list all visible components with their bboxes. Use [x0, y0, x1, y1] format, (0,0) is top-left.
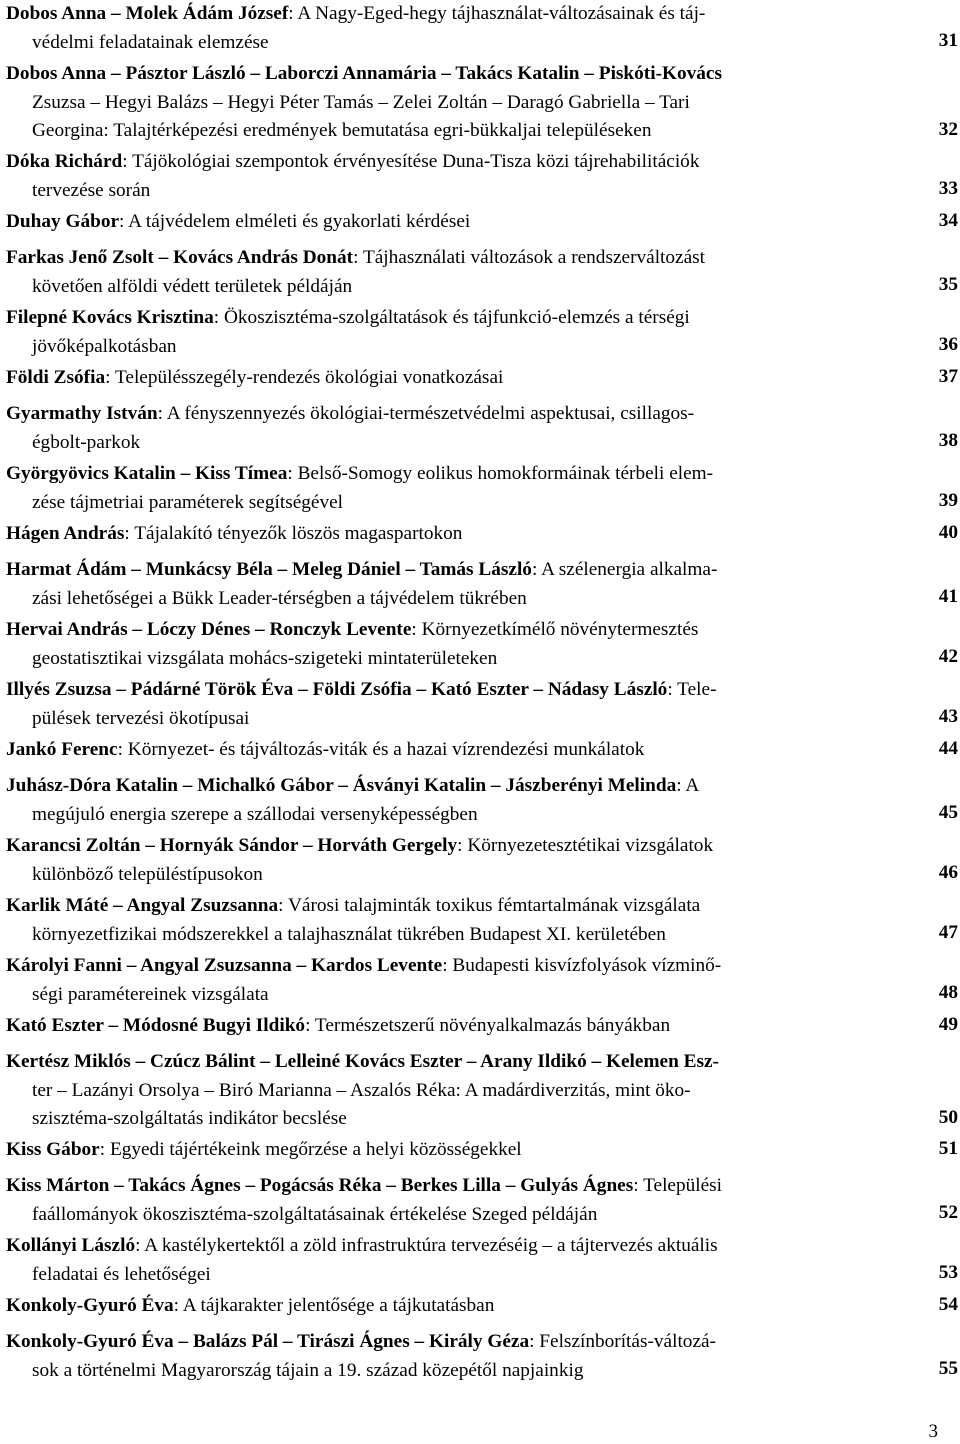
- toc-entry-continuation: környezetfizikai módszerekkel a talajhasználat tükrében Budapest XI. kerületében: [32, 923, 666, 945]
- toc-entry: [6, 772, 960, 829]
- toc-entry-continuation: geostatisztikai vizsgálata mohács-szigeteki mintaterületeken: [32, 647, 498, 669]
- toc-entry-page-number: 36: [938, 334, 958, 355]
- toc-entry-authors: Jankó Ferenc: [6, 739, 118, 760]
- toc-entry-authors: Dobos Anna – Pásztor László – Laborczi Annamária – Takács Katalin – Piskóti-Kovács: [6, 63, 722, 84]
- toc-entry: [6, 676, 960, 733]
- toc-entry: [6, 1012, 960, 1041]
- toc-entry-authors: Konkoly-Gyuró Éva – Balázs Pál – Tirászi Ágnes – Király Géza: [6, 1331, 530, 1352]
- toc-entry-authors: Illyés Zsuzsa – Pádárné Török Éva – Földi Zsófia – Kató Eszter – Nádasy László: [6, 679, 668, 700]
- toc-entry-title: Budapesti kisvízfolyások vízminő-: [452, 955, 722, 976]
- toc-entry: [6, 1136, 960, 1165]
- toc-entry-continuation: tervezése során: [32, 179, 151, 201]
- toc-entry-first-line: Hágen András: Tájalakító tényezők löszös magaspartokon: [6, 523, 463, 544]
- toc-entry-text: [6, 148, 886, 205]
- toc-entry-page-number: 43: [938, 706, 958, 727]
- toc-entry-page-number: 37: [938, 365, 958, 387]
- toc-entry-authors: Kertész Miklós – Czúcz Bálint – Lelleiné Kovács Eszter – Arany Ildikó – Kelemen Esz-: [6, 1051, 719, 1072]
- toc-entry-authors: Duhay Gábor: [6, 211, 120, 232]
- toc-entry-text: [6, 1232, 886, 1289]
- toc-entry-page-number: 52: [938, 1202, 958, 1223]
- toc-entry-continuation: ségi paramétereinek vizsgálata: [32, 983, 269, 1005]
- toc-entry-continuation: megújuló energia szerepe a szállodai versenyképességben: [32, 803, 478, 825]
- toc-entry-authors: Kiss Gábor: [6, 1139, 100, 1160]
- toc-entry-text: [6, 460, 886, 517]
- toc-entry-title: Településszegély-rendezés ökológiai vonatkozásai: [114, 367, 504, 388]
- toc-entry-first-line: [6, 1048, 886, 1077]
- toc-entry-text: [6, 1172, 886, 1229]
- toc-entry-title: A tájkarakter jelentősége a tájkutatásban: [182, 1295, 495, 1316]
- toc-entry-continuation: szisztéma-szolgáltatás indikátor becslése: [32, 1108, 347, 1129]
- toc-entry-first-line: Györgyövics Katalin – Kiss Tímea: Belső-Somogy eolikus homokformáinak térbeli elem-: [6, 463, 714, 484]
- toc-entry-first-line: Juhász-Dóra Katalin – Michalkó Gábor – Ásványi Katalin – Jászberényi Melinda: A: [6, 775, 700, 796]
- toc-entry-title: A kastélykertektől a zöld infrastruktúra tervezéséig – a tájtervezés aktuális: [144, 1235, 718, 1256]
- toc-entry-continuation: pülések tervezési ökotípusai: [32, 707, 250, 729]
- toc-entry-page-number: 42: [938, 646, 958, 667]
- toc-entry-first-line: Földi Zsófia: Településszegély-rendezés ökológiai vonatkozásai: [6, 367, 504, 388]
- toc-entry-title: Tájökológiai szempontok érvényesítése Duna-Tisza közi tájrehabilitációk: [132, 151, 700, 172]
- toc-entry: [6, 460, 960, 517]
- footer-page-number: 3: [928, 1421, 938, 1442]
- toc-entry-page-number: 55: [938, 1358, 958, 1379]
- toc-entry-first-line: Konkoly-Gyuró Éva – Balázs Pál – Tirászi Ágnes – Király Géza: Felszínborítás-változá-: [6, 1331, 716, 1352]
- toc-entry-title: Természetszerű növényalkalmazás bányákban: [314, 1015, 671, 1036]
- toc-entry: [6, 60, 960, 146]
- toc-entry-continuation: faállományok ökoszisztéma-szolgáltatásainak értékelése Szeged példáján: [32, 1203, 598, 1225]
- toc-entry-page-number: 44: [938, 737, 958, 759]
- toc-entry-title: A: [685, 775, 700, 796]
- toc-entry-page-number: 32: [938, 118, 958, 140]
- toc-entry-title: A fényszennyezés ökológiai-természetvédelmi aspektusai, csillagos-: [166, 403, 695, 424]
- toc-entry-text: [6, 520, 886, 549]
- toc-entry-first-line: Karlik Máté – Angyal Zsuzsanna: Városi talajminták toxikus fémtartalmának vizsgálata: [6, 895, 701, 916]
- toc-entry-title: A szélenergia alkalma-: [541, 559, 718, 580]
- toc-entry-first-line: Kató Eszter – Módosné Bugyi Ildikó: Természetszerű növényalkalmazás bányákban: [6, 1015, 671, 1036]
- toc-entry: [6, 1232, 960, 1289]
- toc-entry-first-line: Károlyi Fanni – Angyal Zsuzsanna – Kardos Levente: Budapesti kisvízfolyások vízminő-: [6, 955, 722, 976]
- toc-entry-first-line: Kiss Gábor: Egyedi tájértékeink megőrzése a helyi közösségekkel: [6, 1139, 522, 1160]
- toc-entry-continuation: védelmi feladatainak elemzése: [32, 31, 269, 53]
- toc-entry: [6, 1048, 960, 1134]
- toc-entry: [6, 304, 960, 361]
- toc-entry-page-number: 54: [938, 1293, 958, 1315]
- toc-entry-first-line: Filepné Kovács Krisztina: Ökoszisztéma-szolgáltatások és tájfunkció-elemzés a térségi: [6, 307, 690, 328]
- toc-entry-text: [6, 208, 886, 237]
- toc-entry-continuation: Georgina: Talajtérképezési eredmények bemutatása egri-bükkaljai településeken: [32, 120, 652, 141]
- toc-entry-authors: Gyarmathy István: [6, 403, 158, 424]
- toc-entry-page-number: 33: [938, 178, 958, 199]
- toc-entry-first-line: [6, 60, 886, 89]
- toc-entry: [6, 952, 960, 1009]
- toc-entry-authors: Konkoly-Gyuró Éva: [6, 1295, 174, 1316]
- toc-entry-first-line: Jankó Ferenc: Környezet- és tájváltozás-viták és a hazai vízrendezési munkálatok: [6, 739, 645, 760]
- toc-entry-first-line: Konkoly-Gyuró Éva: A tájkarakter jelentősége a tájkutatásban: [6, 1295, 495, 1316]
- toc-entry-authors: Dóka Richárd: [6, 151, 123, 172]
- toc-entry: [6, 1292, 960, 1321]
- toc-entry-first-line: Farkas Jenő Zsolt – Kovács András Donát: Tájhasználati változások a rendszerváltozást: [6, 247, 706, 268]
- toc-entry-title: Belső-Somogy eolikus homokformáinak térbeli elem-: [297, 463, 714, 484]
- toc-entry: [6, 400, 960, 457]
- toc-entry-page-number: 40: [938, 521, 958, 543]
- toc-entry-continuation: zási lehetőségei a Bükk Leader-térségben a tájvédelem tükrében: [32, 587, 527, 609]
- toc-entry: [6, 832, 960, 889]
- toc-entry-authors: Kiss Márton – Takács Ágnes – Pogácsás Réka – Berkes Lilla – Gulyás Ágnes: [6, 1175, 634, 1196]
- toc-entry: [6, 1172, 960, 1229]
- toc-entry-authors: Hervai András – Lóczy Dénes – Ronczyk Levente: [6, 619, 412, 640]
- toc-entry-title: Tájalakító tényezők löszös magaspartokon: [134, 523, 463, 544]
- toc-entry-authors: Károlyi Fanni – Angyal Zsuzsanna – Kardos Levente: [6, 955, 443, 976]
- toc-entry-text: [6, 304, 886, 361]
- toc-entry: [6, 736, 960, 765]
- toc-entry-text: [6, 772, 886, 829]
- toc-entry-page-number: 51: [938, 1137, 958, 1159]
- toc-entry: [6, 1328, 960, 1385]
- toc-entry-page-number: 34: [938, 209, 958, 231]
- toc-entry: [6, 892, 960, 949]
- toc-entry-first-line: Kiss Márton – Takács Ágnes – Pogácsás Réka – Berkes Lilla – Gulyás Ágnes: Települési: [6, 1175, 723, 1196]
- toc-entry-continuation: ter – Lazányi Orsolya – Biró Marianna – Aszalós Réka: A madárdiverzitás, mint öko-: [32, 1079, 691, 1101]
- toc-entry-text: [6, 556, 886, 613]
- toc-entry-page-number: 50: [938, 1106, 958, 1128]
- toc-entry-authors: Dobos Anna – Molek Ádám József: [6, 3, 289, 24]
- toc-entry-title: Egyedi tájértékeink megőrzése a helyi közösségekkel: [109, 1139, 522, 1160]
- toc-entry-first-line: Illyés Zsuzsa – Pádárné Török Éva – Földi Zsófia – Kató Eszter – Nádasy László: Tele-: [6, 679, 717, 700]
- toc-entry-text: [6, 364, 886, 393]
- toc-entry-first-line: Gyarmathy István: A fényszennyezés ökológiai-természetvédelmi aspektusai, csillagos-: [6, 403, 695, 424]
- toc-entry-text: [6, 1012, 886, 1041]
- toc-entry-authors: Harmat Ádám – Munkácsy Béla – Meleg Dániel – Tamás László: [6, 559, 532, 580]
- toc-entry-text: [6, 952, 886, 1009]
- toc-entry-page-number: 47: [938, 922, 958, 943]
- toc-entry-first-line: Duhay Gábor: A tájvédelem elméleti és gyakorlati kérdései: [6, 211, 471, 232]
- toc-entry-text: [6, 244, 886, 301]
- toc-entry-title: Tele-: [677, 679, 717, 700]
- toc-entry-page-number: 45: [938, 802, 958, 823]
- toc-entry-page-number: 48: [938, 982, 958, 1003]
- toc-entry: [6, 0, 960, 57]
- toc-entry-authors: Filepné Kovács Krisztina: [6, 307, 214, 328]
- toc-entry-continuation: feladatai és lehetőségei: [32, 1263, 211, 1285]
- toc-entry-title: Városi talajminták toxikus fémtartalmának vizsgálata: [287, 895, 701, 916]
- toc-entry-continuation: zése tájmetriai paraméterek segítségével: [32, 491, 344, 513]
- toc-entry-page-number: 41: [938, 586, 958, 607]
- toc-entry-authors: Földi Zsófia: [6, 367, 106, 388]
- toc-entry-authors: Farkas Jenő Zsolt – Kovács András Donát: [6, 247, 354, 268]
- toc-entry-continuation: Zsuzsa – Hegyi Balázs – Hegyi Péter Tamás – Zelei Zoltán – Daragó Gabriella – Tari: [32, 91, 690, 113]
- toc-entry-text: [6, 616, 886, 673]
- toc-entry-title: Felszínborítás-változá-: [539, 1331, 716, 1352]
- toc-entry-title: Környezet- és tájváltozás-viták és a hazai vízrendezési munkálatok: [127, 739, 645, 760]
- toc-entry-continuation: sok a történelmi Magyarország tájain a 19. század közepétől napjainkig: [32, 1359, 584, 1381]
- toc-entry-authors: Kató Eszter – Módosné Bugyi Ildikó: [6, 1015, 306, 1036]
- toc-entry-page-number: 31: [938, 30, 958, 51]
- toc-entry-text: [6, 676, 886, 733]
- toc-entry-authors: Hágen András: [6, 523, 125, 544]
- toc-entry-text: [6, 892, 886, 949]
- toc-entry-authors: Karlik Máté – Angyal Zsuzsanna: [6, 895, 279, 916]
- toc-entry-page-number: 35: [938, 274, 958, 295]
- toc-entry-page-number: 53: [938, 1262, 958, 1283]
- toc-entry-title: Ökoszisztéma-szolgáltatások és tájfunkció-elemzés a térségi: [223, 307, 690, 328]
- toc-entry-text: [6, 1048, 886, 1134]
- toc-entry-authors: Karancsi Zoltán – Hornyák Sándor – Horváth Gergely: [6, 835, 458, 856]
- toc-entry-authors: Juhász-Dóra Katalin – Michalkó Gábor – Ásványi Katalin – Jászberényi Melinda: [6, 775, 677, 796]
- toc-entry-first-line: Dobos Anna – Molek Ádám József: A Nagy-Eged-hegy tájhasználat-változásainak és táj-: [6, 3, 706, 24]
- toc-entry: [6, 520, 960, 549]
- toc-entry-continuation: jövőképalkotásban: [32, 335, 177, 357]
- toc-entry-text: [6, 1328, 886, 1385]
- toc-entry-title: Környezetkímélő növénytermesztés: [421, 619, 699, 640]
- toc-entry-first-line: Kollányi László: A kastélykertektől a zöld infrastruktúra tervezéséig – a tájtervezés aktuális: [6, 1235, 718, 1256]
- toc-entry-title: Tájhasználati változások a rendszerváltozást: [362, 247, 706, 268]
- toc-entry-first-line: Hervai András – Lóczy Dénes – Ronczyk Levente: Környezetkímélő növénytermesztés: [6, 619, 699, 640]
- toc-entry-text: [6, 1136, 886, 1165]
- toc-entry-page-number: 39: [938, 490, 958, 511]
- toc-entry: [6, 616, 960, 673]
- toc-entry-first-line: Harmat Ádám – Munkácsy Béla – Meleg Dániel – Tamás László: A szélenergia alkalma-: [6, 559, 718, 580]
- toc-entry-title: Települési: [643, 1175, 723, 1196]
- toc-entry-text: [6, 832, 886, 889]
- toc-entry-title: A tájvédelem elméleti és gyakorlati kérdései: [128, 211, 471, 232]
- toc-entry-text: [6, 0, 886, 57]
- toc-entry-text: [6, 60, 886, 146]
- toc-entry: [6, 556, 960, 613]
- toc-entry-continuation: követően alföldi védett területek példáján: [32, 275, 353, 297]
- toc-entry: [6, 364, 960, 393]
- toc-entry-page-number: 49: [938, 1013, 958, 1035]
- toc-entry: [6, 148, 960, 205]
- toc-entry: [6, 208, 960, 237]
- toc-entry-first-line: Karancsi Zoltán – Hornyák Sándor – Horváth Gergely: Környezetesztétikai vizsgálatok: [6, 835, 714, 856]
- toc-entry-text: [6, 736, 886, 765]
- toc-entry-text: [6, 400, 886, 457]
- toc-entry-authors: Kollányi László: [6, 1235, 136, 1256]
- toc-entry-title: Környezetesztétikai vizsgálatok: [467, 835, 714, 856]
- toc-entry-page-number: 46: [938, 862, 958, 883]
- toc-entry-page-number: 38: [938, 430, 958, 451]
- toc-entry-first-line: Dóka Richárd: Tájökológiai szempontok érvényesítése Duna-Tisza közi tájrehabilitációk: [6, 151, 700, 172]
- toc-entry-title: A Nagy-Eged-hegy tájhasználat-változásainak és táj-: [297, 3, 706, 24]
- toc-entry-continuation: különböző településtípusokon: [32, 863, 263, 885]
- toc-entry-text: [6, 1292, 886, 1321]
- toc-entry-continuation: égbolt-parkok: [32, 431, 141, 453]
- toc-entry: [6, 244, 960, 301]
- toc-entry-authors: Györgyövics Katalin – Kiss Tímea: [6, 463, 288, 484]
